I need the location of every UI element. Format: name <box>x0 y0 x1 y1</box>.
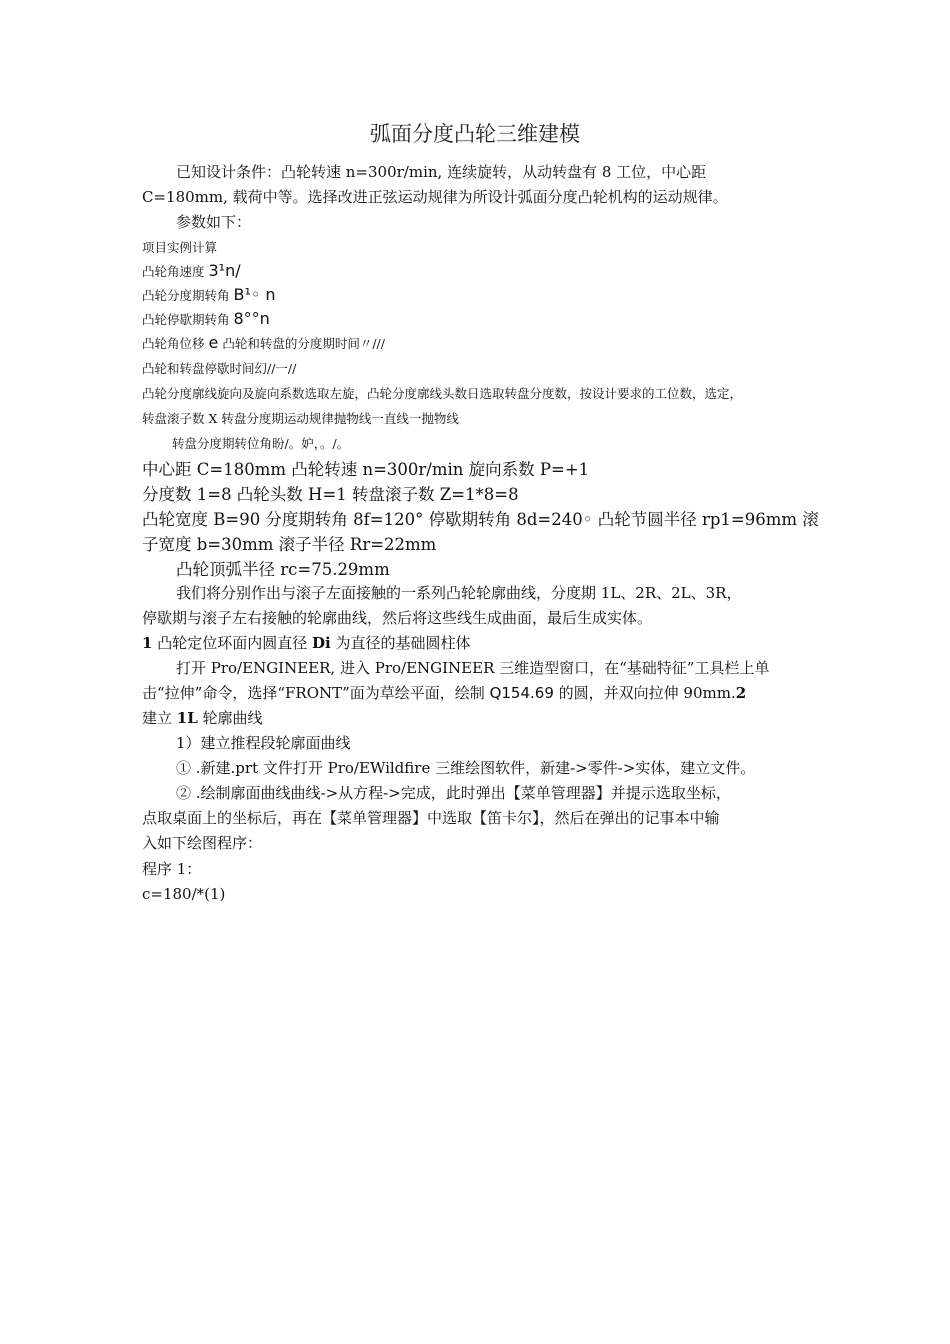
step-b-line-3: 入如下绘图程序： <box>142 834 263 852</box>
row-1-label: 凸轮角速度 <box>142 264 205 279</box>
open-line-2-a: 击“拉伸”命令，选择“FRONT”面为草绘平面，绘制 <box>142 684 490 702</box>
param-line-2: 分度数 1=8 凸轮头数 H=1 转盘滚子数 Z=1*8=8 <box>142 485 519 504</box>
section-2-text-b: 轮廓曲线 <box>197 709 263 727</box>
section-2-text-a: 建立 <box>142 709 177 727</box>
row-3-value: 8°°n <box>233 309 270 328</box>
open-line-1: 打开 Pro/ENGINEER, 进入 Pro/ENGINEER 三维造型窗口，在“基础特征”工具栏上单 <box>176 659 770 677</box>
table-row-3 <box>142 309 270 328</box>
step-a: ① .新建.prt 文件打开 Pro/EWildfire 三维绘图软件，新建->零件->实体，建立文件。 <box>176 759 756 777</box>
desc-line-2: 停歇期与滚子左右接触的轮廓曲线，然后将这些线生成曲面，最后生成实体。 <box>142 609 653 627</box>
step-b-line-2: 点取桌面上的坐标后，再在【菜单管理器】中选取【笛卡尔】，然后在弹出的记事本中输 <box>142 809 720 827</box>
row-1-value: 3¹n/ <box>208 261 241 280</box>
section-1-number: 1 <box>142 634 153 652</box>
param-line-4: 子宽度 b=30mm 滚子半径 Rr=22mm <box>142 535 437 554</box>
table-row-2 <box>142 285 276 304</box>
table-row-4 <box>142 333 385 352</box>
table-row-1 <box>142 261 241 280</box>
params-heading: 参数如下： <box>176 213 252 231</box>
open-line-2-c: 的圆，并双向拉伸 90mm. <box>553 684 736 702</box>
section-1-text-a: 凸轮定位环面内圆直径 <box>152 634 312 652</box>
program-label: 程序 1： <box>142 860 202 878</box>
row-2-label: 凸轮分度期转角 <box>142 288 230 303</box>
page-title: 弧面分度凸轮三维建模 <box>370 122 580 146</box>
table-row-5: 凸轮和转盘停歇时间幻//一// <box>142 361 297 376</box>
table-row-7: 转盘滚子数 X 转盘分度期运动规律抛物线一直线一抛物线 <box>142 411 459 426</box>
table-row-6: 凸轮分度廓线旋向及旋向系数选取左旋，凸轮分度廓线头数日选取转盘分度数，按设计要求的工位数，选定， <box>142 386 743 401</box>
step-b-line-1: ② .绘制廓面曲线曲线->从方程->完成，此时弹出【菜单管理器】并提示选取坐标， <box>176 784 731 802</box>
step-1: 1）建立推程段轮廓面曲线 <box>176 734 351 752</box>
intro-line-2: C=180mm, 载荷中等。选择改进正弦运动规律为所设计弧面分度凸轮机构的运动规律。 <box>142 188 728 206</box>
row-4-value: 凸轮和转盘的分度期时间〃/// <box>222 336 385 351</box>
section-2-symbol: 1L <box>176 709 198 727</box>
param-line-3: 凸轮宽度 B=90 分度期转角 8f=120° 停歇期转角 8d=240◦ 凸轮节圆半径 rp1=96mm 滚 <box>142 510 819 529</box>
row-2-value: B¹◦ n <box>233 285 276 304</box>
row-3-label: 凸轮停歇期转角 <box>142 312 230 327</box>
section-1-text-b: 为直径的基础圆柱体 <box>330 634 471 652</box>
row-4-symbol: e <box>208 333 219 352</box>
section-1-symbol: Di <box>311 634 331 652</box>
open-line-2-section-num: 2 <box>735 684 747 702</box>
desc-line-1: 我们将分别作出与滚子左面接触的一系列凸轮轮廓曲线，分度期 1L、2R、2L、3R， <box>176 584 742 602</box>
intro-line-1: 已知设计条件：凸轮转速 n=300r/min, 连续旋转，从动转盘有 8 工位，中心距 <box>176 163 707 181</box>
section-1-heading <box>142 632 470 653</box>
table-row-8: 转盘分度期转位角盼/。妒，。/。 <box>172 436 350 451</box>
program-line: c=180/*(1) <box>142 885 226 903</box>
row-4-label: 凸轮角位移 <box>142 336 205 351</box>
table-heading: 项目实例计算 <box>142 240 218 255</box>
param-line-5: 凸轮顶弧半径 rc=75.29mm <box>176 560 390 579</box>
open-line-2-diameter: Q154.69 <box>489 684 554 702</box>
open-line-2 <box>142 682 746 703</box>
param-line-1: 中心距 C=180mm 凸轮转速 n=300r/min 旋向系数 P=+1 <box>142 460 590 479</box>
section-2-heading <box>142 707 263 728</box>
